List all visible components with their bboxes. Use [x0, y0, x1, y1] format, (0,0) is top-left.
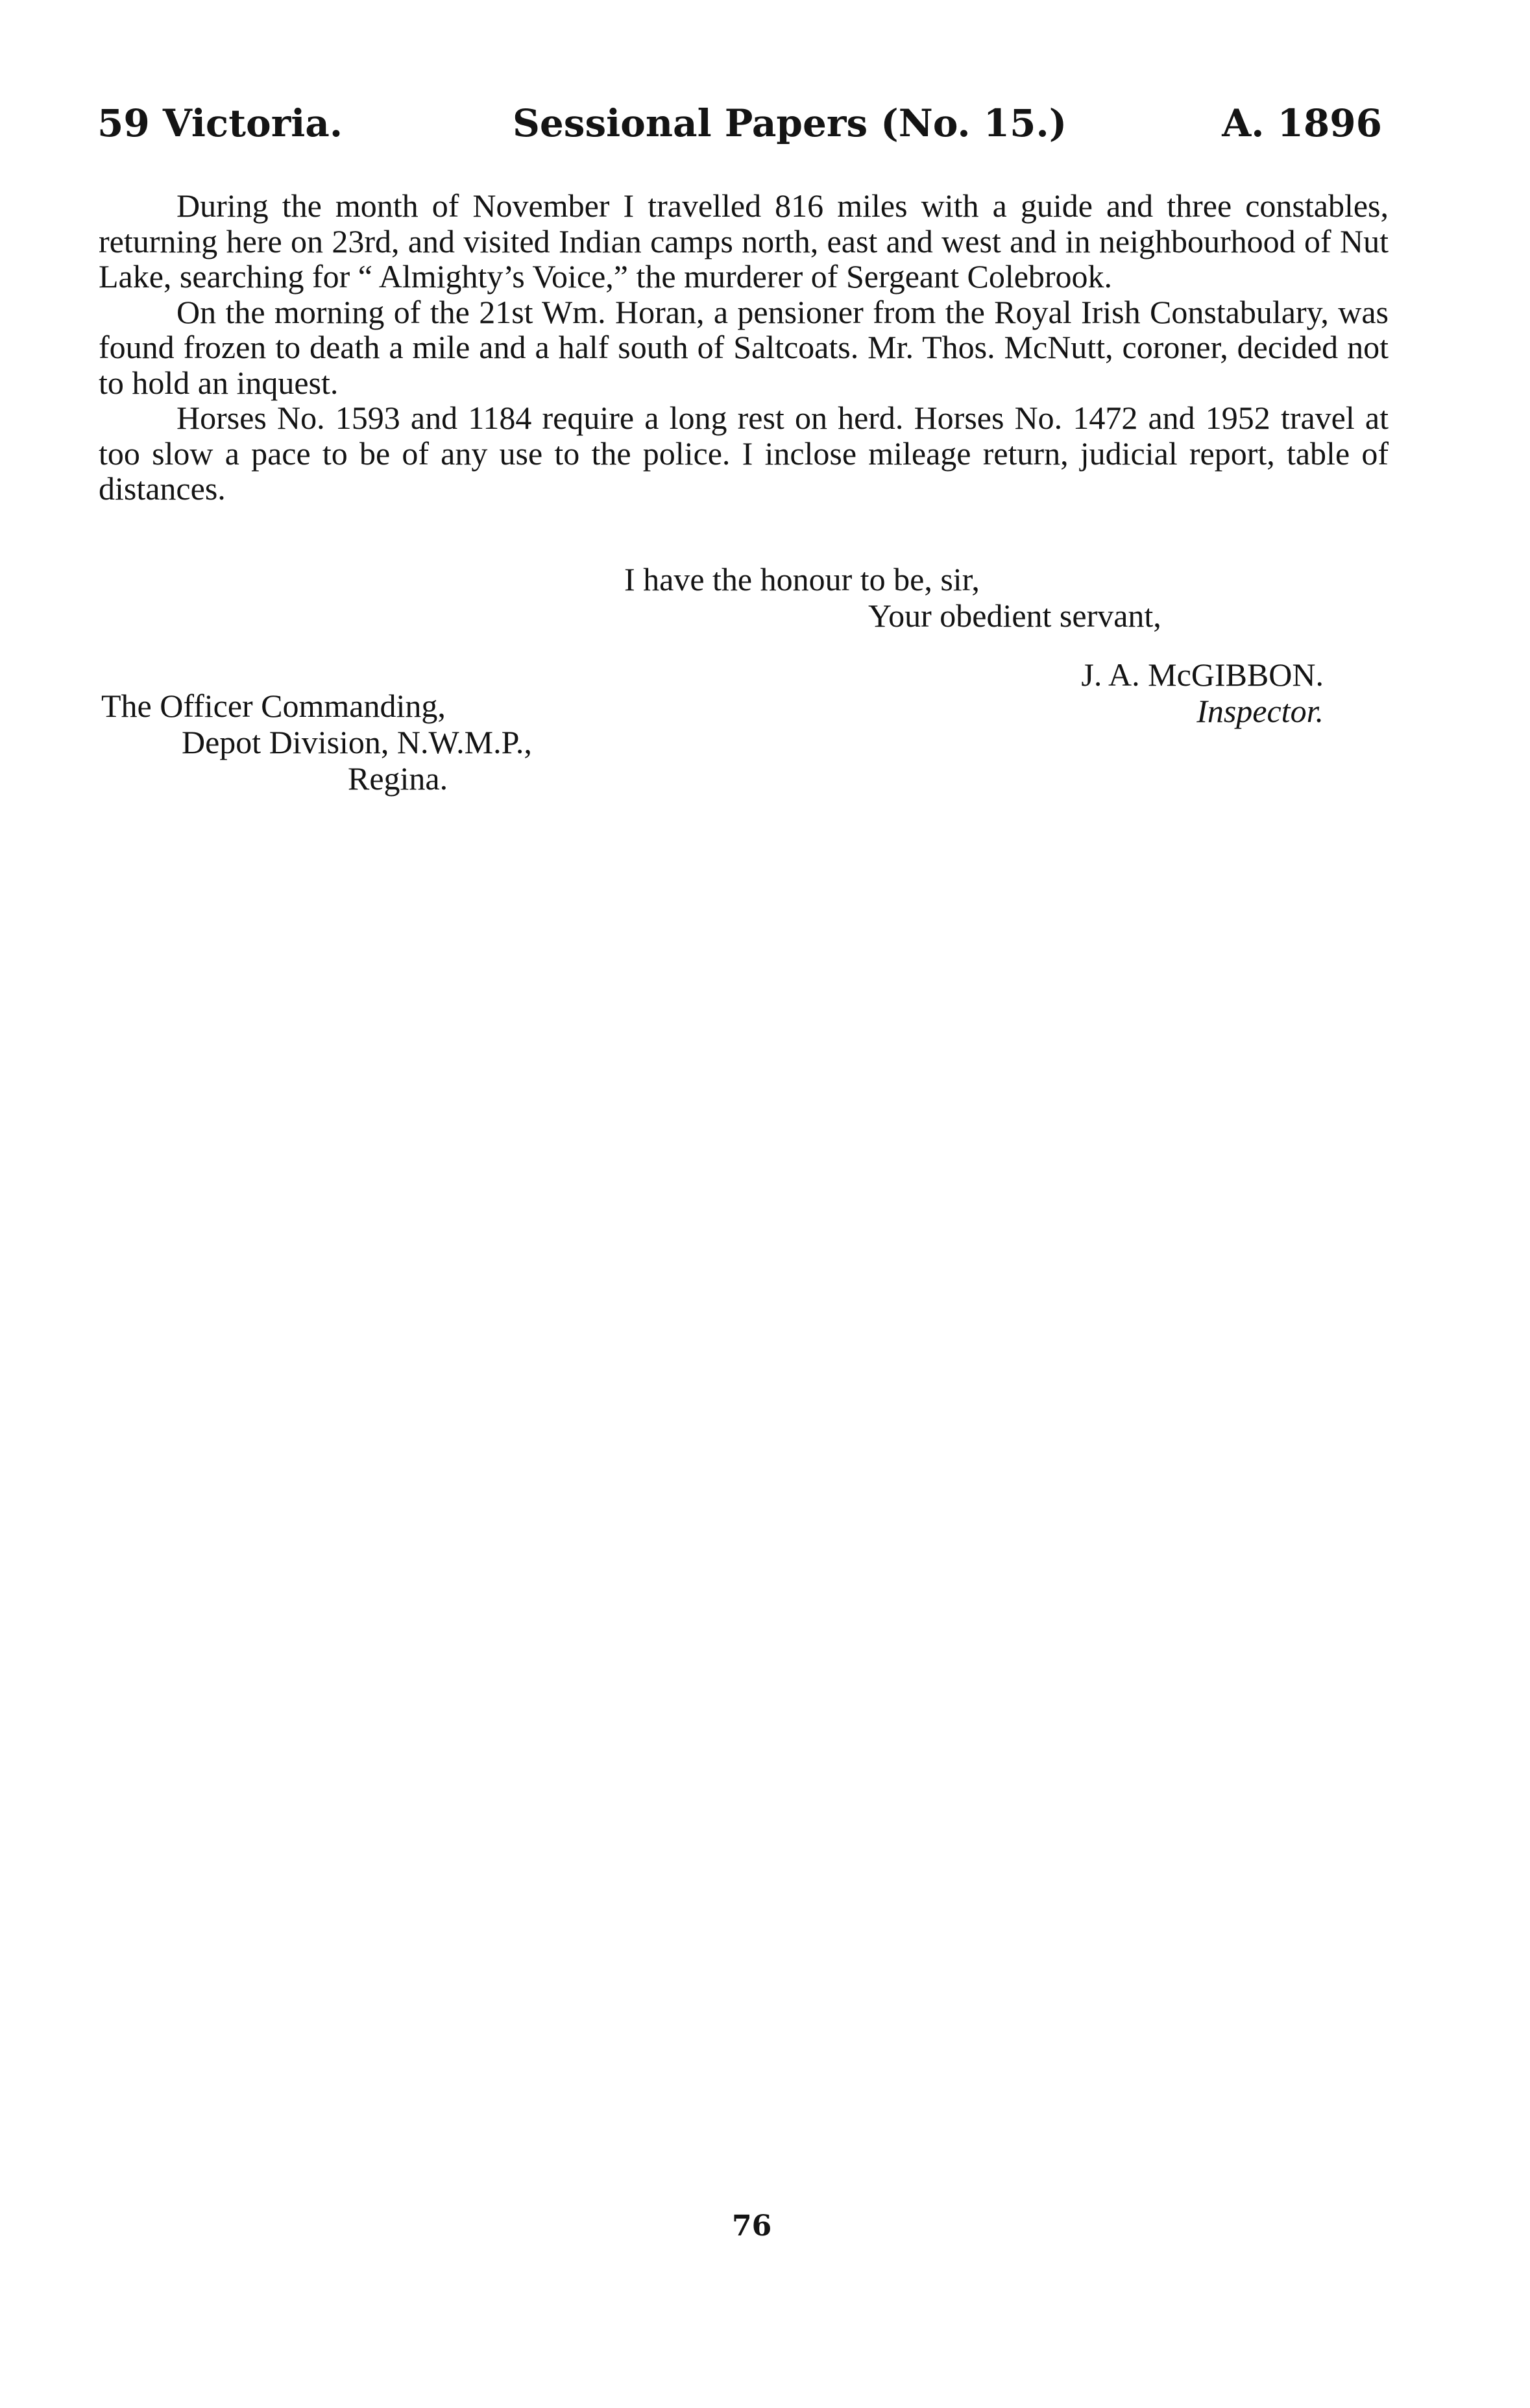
report-body	[99, 188, 1389, 507]
signer-name: J. A. McGIBBON.	[1081, 656, 1324, 693]
addressee-block	[101, 688, 532, 797]
closing-line-2: Your obedient servant,	[868, 597, 1161, 634]
paragraph-patrol: During the month of November I travelled 816 miles with a guide and three constables, returning here on 23rd, and visited Indian camps north, east and west and in neighbourhood of Nut Lake, searching for “ Almighty’s Voice,” the murderer of Sergeant Colebrook.	[99, 187, 1389, 295]
addressee-line-3: Regina.	[348, 760, 448, 797]
addressee-line-2: Depot Division, N.W.M.P.,	[182, 724, 532, 760]
header-session: 59 Victoria.	[97, 101, 343, 145]
paragraph-death-report: On the morning of the 21st Wm. Horan, a pensioner from the Royal Irish Constabulary, was found frozen to death a mile and a half south of Saltcoats. Mr. Thos. McNutt, coroner, decided not to hold an inquest.	[99, 293, 1389, 401]
signer-title: Inspector.	[1196, 693, 1324, 729]
header-title: Sessional Papers (No. 15.)	[513, 101, 1067, 145]
paragraph-horses: Horses No. 1593 and 1184 require a long rest on herd. Horses No. 1472 and 1952 travel at too slow a pace to be of any use to the police. I inclose mileage return, judicial report, table of distances.	[99, 400, 1389, 507]
page-header	[97, 91, 1382, 156]
signature-block	[1081, 656, 1324, 729]
addressee-line-1: The Officer Commanding,	[101, 688, 446, 724]
header-year: A. 1896	[1222, 101, 1382, 145]
page-number: 76	[732, 2209, 772, 2243]
closing-line-1: I have the honour to be, sir,	[624, 561, 980, 597]
